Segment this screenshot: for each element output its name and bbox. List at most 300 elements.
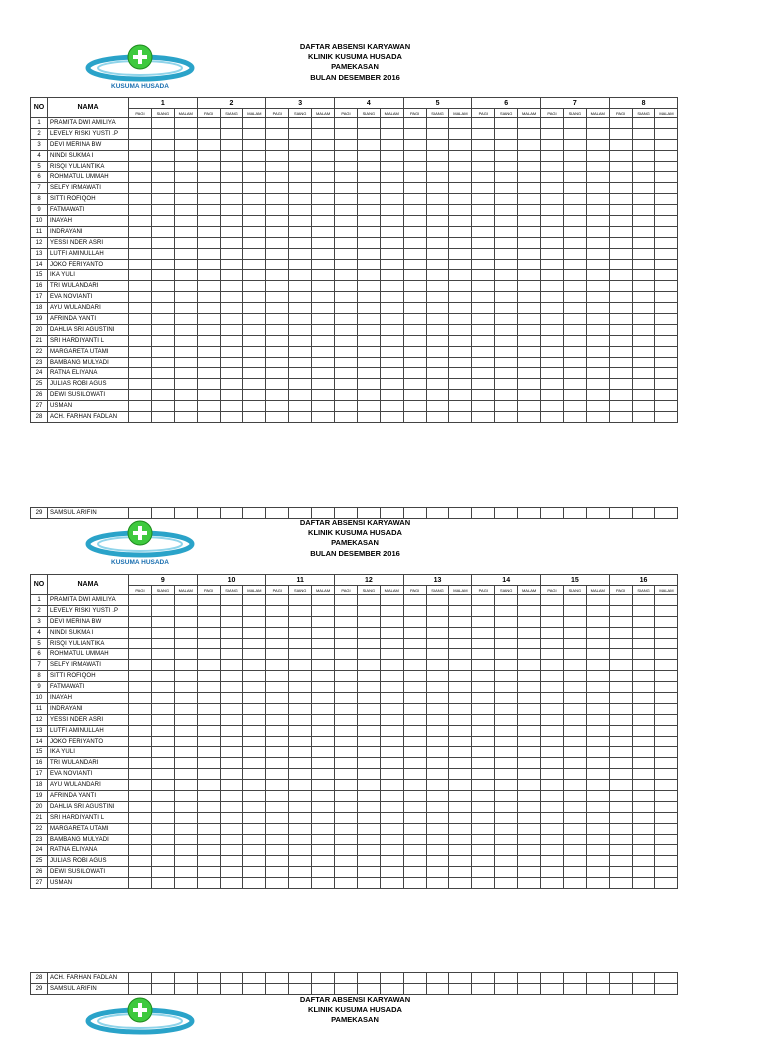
attendance-cell[interactable] <box>495 172 518 183</box>
attendance-cell[interactable] <box>655 605 678 616</box>
attendance-cell[interactable] <box>609 973 632 984</box>
attendance-cell[interactable] <box>197 401 220 412</box>
attendance-cell[interactable] <box>289 693 312 704</box>
attendance-cell[interactable] <box>151 346 174 357</box>
attendance-cell[interactable] <box>197 595 220 606</box>
attendance-cell[interactable] <box>563 248 586 259</box>
attendance-cell[interactable] <box>335 638 358 649</box>
attendance-cell[interactable] <box>312 150 335 161</box>
attendance-cell[interactable] <box>220 736 243 747</box>
attendance-cell[interactable] <box>518 346 541 357</box>
attendance-cell[interactable] <box>174 172 197 183</box>
attendance-cell[interactable] <box>541 595 564 606</box>
attendance-cell[interactable] <box>335 368 358 379</box>
attendance-cell[interactable] <box>472 682 495 693</box>
attendance-cell[interactable] <box>220 161 243 172</box>
attendance-cell[interactable] <box>449 812 472 823</box>
attendance-cell[interactable] <box>472 627 495 638</box>
attendance-cell[interactable] <box>197 725 220 736</box>
attendance-cell[interactable] <box>129 867 152 878</box>
attendance-cell[interactable] <box>403 248 426 259</box>
attendance-cell[interactable] <box>243 812 266 823</box>
attendance-cell[interactable] <box>335 693 358 704</box>
attendance-cell[interactable] <box>151 118 174 129</box>
attendance-cell[interactable] <box>563 346 586 357</box>
attendance-cell[interactable] <box>129 973 152 984</box>
attendance-cell[interactable] <box>312 259 335 270</box>
attendance-cell[interactable] <box>335 725 358 736</box>
attendance-cell[interactable] <box>197 660 220 671</box>
attendance-cell[interactable] <box>426 878 449 889</box>
attendance-cell[interactable] <box>289 845 312 856</box>
attendance-cell[interactable] <box>586 270 609 281</box>
attendance-cell[interactable] <box>563 324 586 335</box>
attendance-cell[interactable] <box>243 693 266 704</box>
attendance-cell[interactable] <box>266 248 289 259</box>
attendance-cell[interactable] <box>541 172 564 183</box>
attendance-cell[interactable] <box>151 791 174 802</box>
attendance-cell[interactable] <box>449 259 472 270</box>
attendance-cell[interactable] <box>541 194 564 205</box>
attendance-cell[interactable] <box>655 368 678 379</box>
attendance-cell[interactable] <box>403 237 426 248</box>
attendance-cell[interactable] <box>380 412 403 423</box>
attendance-cell[interactable] <box>243 324 266 335</box>
attendance-cell[interactable] <box>403 324 426 335</box>
attendance-cell[interactable] <box>609 791 632 802</box>
attendance-cell[interactable] <box>335 983 358 994</box>
attendance-cell[interactable] <box>197 237 220 248</box>
attendance-cell[interactable] <box>266 205 289 216</box>
attendance-cell[interactable] <box>632 638 655 649</box>
attendance-cell[interactable] <box>197 161 220 172</box>
attendance-cell[interactable] <box>403 390 426 401</box>
attendance-cell[interactable] <box>655 401 678 412</box>
attendance-cell[interactable] <box>449 128 472 139</box>
attendance-cell[interactable] <box>563 150 586 161</box>
attendance-cell[interactable] <box>174 270 197 281</box>
attendance-cell[interactable] <box>472 368 495 379</box>
attendance-cell[interactable] <box>472 595 495 606</box>
attendance-cell[interactable] <box>518 801 541 812</box>
attendance-cell[interactable] <box>151 812 174 823</box>
attendance-cell[interactable] <box>426 758 449 769</box>
attendance-cell[interactable] <box>449 856 472 867</box>
attendance-cell[interactable] <box>197 758 220 769</box>
attendance-cell[interactable] <box>609 390 632 401</box>
attendance-cell[interactable] <box>518 303 541 314</box>
attendance-cell[interactable] <box>541 314 564 325</box>
attendance-cell[interactable] <box>495 703 518 714</box>
attendance-cell[interactable] <box>472 303 495 314</box>
attendance-cell[interactable] <box>243 194 266 205</box>
attendance-cell[interactable] <box>243 292 266 303</box>
attendance-cell[interactable] <box>586 812 609 823</box>
attendance-cell[interactable] <box>426 627 449 638</box>
attendance-cell[interactable] <box>541 605 564 616</box>
attendance-cell[interactable] <box>312 693 335 704</box>
attendance-cell[interactable] <box>197 605 220 616</box>
attendance-cell[interactable] <box>266 412 289 423</box>
attendance-cell[interactable] <box>380 649 403 660</box>
attendance-cell[interactable] <box>495 226 518 237</box>
attendance-cell[interactable] <box>655 139 678 150</box>
attendance-cell[interactable] <box>129 226 152 237</box>
attendance-cell[interactable] <box>495 682 518 693</box>
attendance-cell[interactable] <box>495 508 518 519</box>
attendance-cell[interactable] <box>426 357 449 368</box>
attendance-cell[interactable] <box>403 983 426 994</box>
attendance-cell[interactable] <box>151 671 174 682</box>
attendance-cell[interactable] <box>174 595 197 606</box>
attendance-cell[interactable] <box>609 845 632 856</box>
attendance-cell[interactable] <box>197 714 220 725</box>
attendance-cell[interactable] <box>632 725 655 736</box>
attendance-cell[interactable] <box>312 357 335 368</box>
attendance-cell[interactable] <box>197 183 220 194</box>
attendance-cell[interactable] <box>655 226 678 237</box>
attendance-cell[interactable] <box>220 660 243 671</box>
attendance-cell[interactable] <box>655 823 678 834</box>
attendance-cell[interactable] <box>312 270 335 281</box>
attendance-cell[interactable] <box>586 878 609 889</box>
attendance-cell[interactable] <box>655 292 678 303</box>
attendance-cell[interactable] <box>518 183 541 194</box>
attendance-cell[interactable] <box>586 248 609 259</box>
attendance-cell[interactable] <box>655 357 678 368</box>
attendance-cell[interactable] <box>609 638 632 649</box>
attendance-cell[interactable] <box>449 693 472 704</box>
attendance-cell[interactable] <box>335 508 358 519</box>
attendance-cell[interactable] <box>151 638 174 649</box>
attendance-cell[interactable] <box>563 172 586 183</box>
attendance-cell[interactable] <box>426 823 449 834</box>
attendance-cell[interactable] <box>243 401 266 412</box>
attendance-cell[interactable] <box>357 118 380 129</box>
attendance-cell[interactable] <box>518 649 541 660</box>
attendance-cell[interactable] <box>563 983 586 994</box>
attendance-cell[interactable] <box>266 780 289 791</box>
attendance-cell[interactable] <box>174 248 197 259</box>
attendance-cell[interactable] <box>426 867 449 878</box>
attendance-cell[interactable] <box>518 758 541 769</box>
attendance-cell[interactable] <box>518 616 541 627</box>
attendance-cell[interactable] <box>380 401 403 412</box>
attendance-cell[interactable] <box>426 270 449 281</box>
attendance-cell[interactable] <box>174 205 197 216</box>
attendance-cell[interactable] <box>655 758 678 769</box>
attendance-cell[interactable] <box>312 747 335 758</box>
attendance-cell[interactable] <box>403 150 426 161</box>
attendance-cell[interactable] <box>129 595 152 606</box>
attendance-cell[interactable] <box>243 595 266 606</box>
attendance-cell[interactable] <box>243 714 266 725</box>
attendance-cell[interactable] <box>312 314 335 325</box>
attendance-cell[interactable] <box>220 812 243 823</box>
attendance-cell[interactable] <box>518 660 541 671</box>
attendance-cell[interactable] <box>586 693 609 704</box>
attendance-cell[interactable] <box>609 605 632 616</box>
attendance-cell[interactable] <box>197 248 220 259</box>
attendance-cell[interactable] <box>403 216 426 227</box>
attendance-cell[interactable] <box>632 758 655 769</box>
attendance-cell[interactable] <box>563 736 586 747</box>
attendance-cell[interactable] <box>472 237 495 248</box>
attendance-cell[interactable] <box>335 758 358 769</box>
attendance-cell[interactable] <box>289 379 312 390</box>
attendance-cell[interactable] <box>289 335 312 346</box>
attendance-cell[interactable] <box>380 390 403 401</box>
attendance-cell[interactable] <box>472 736 495 747</box>
attendance-cell[interactable] <box>495 314 518 325</box>
attendance-cell[interactable] <box>357 780 380 791</box>
attendance-cell[interactable] <box>129 508 152 519</box>
attendance-cell[interactable] <box>380 324 403 335</box>
attendance-cell[interactable] <box>586 335 609 346</box>
attendance-cell[interactable] <box>403 401 426 412</box>
attendance-cell[interactable] <box>197 769 220 780</box>
attendance-cell[interactable] <box>312 671 335 682</box>
attendance-cell[interactable] <box>586 357 609 368</box>
attendance-cell[interactable] <box>243 128 266 139</box>
attendance-cell[interactable] <box>655 747 678 758</box>
attendance-cell[interactable] <box>426 324 449 335</box>
attendance-cell[interactable] <box>472 671 495 682</box>
attendance-cell[interactable] <box>335 973 358 984</box>
attendance-cell[interactable] <box>220 237 243 248</box>
attendance-cell[interactable] <box>609 758 632 769</box>
attendance-cell[interactable] <box>151 237 174 248</box>
attendance-cell[interactable] <box>289 736 312 747</box>
attendance-cell[interactable] <box>129 983 152 994</box>
attendance-cell[interactable] <box>449 281 472 292</box>
attendance-cell[interactable] <box>220 703 243 714</box>
attendance-cell[interactable] <box>632 714 655 725</box>
attendance-cell[interactable] <box>495 823 518 834</box>
attendance-cell[interactable] <box>151 878 174 889</box>
attendance-cell[interactable] <box>563 161 586 172</box>
attendance-cell[interactable] <box>312 682 335 693</box>
attendance-cell[interactable] <box>563 118 586 129</box>
attendance-cell[interactable] <box>563 281 586 292</box>
attendance-cell[interactable] <box>380 346 403 357</box>
attendance-cell[interactable] <box>335 216 358 227</box>
attendance-cell[interactable] <box>495 205 518 216</box>
attendance-cell[interactable] <box>174 281 197 292</box>
attendance-cell[interactable] <box>380 161 403 172</box>
attendance-cell[interactable] <box>449 660 472 671</box>
attendance-cell[interactable] <box>151 335 174 346</box>
attendance-cell[interactable] <box>151 983 174 994</box>
attendance-cell[interactable] <box>357 401 380 412</box>
attendance-cell[interactable] <box>335 823 358 834</box>
attendance-cell[interactable] <box>220 379 243 390</box>
attendance-cell[interactable] <box>586 303 609 314</box>
attendance-cell[interactable] <box>129 412 152 423</box>
attendance-cell[interactable] <box>449 605 472 616</box>
attendance-cell[interactable] <box>380 703 403 714</box>
attendance-cell[interactable] <box>266 194 289 205</box>
attendance-cell[interactable] <box>335 867 358 878</box>
attendance-cell[interactable] <box>563 205 586 216</box>
attendance-cell[interactable] <box>563 508 586 519</box>
attendance-cell[interactable] <box>335 335 358 346</box>
attendance-cell[interactable] <box>655 270 678 281</box>
attendance-cell[interactable] <box>312 714 335 725</box>
attendance-cell[interactable] <box>632 270 655 281</box>
attendance-cell[interactable] <box>426 834 449 845</box>
attendance-cell[interactable] <box>380 867 403 878</box>
attendance-cell[interactable] <box>541 867 564 878</box>
attendance-cell[interactable] <box>426 259 449 270</box>
attendance-cell[interactable] <box>197 226 220 237</box>
attendance-cell[interactable] <box>289 834 312 845</box>
attendance-cell[interactable] <box>586 703 609 714</box>
attendance-cell[interactable] <box>426 226 449 237</box>
attendance-cell[interactable] <box>289 139 312 150</box>
attendance-cell[interactable] <box>220 139 243 150</box>
attendance-cell[interactable] <box>243 226 266 237</box>
attendance-cell[interactable] <box>220 791 243 802</box>
attendance-cell[interactable] <box>380 878 403 889</box>
attendance-cell[interactable] <box>426 595 449 606</box>
attendance-cell[interactable] <box>129 150 152 161</box>
attendance-cell[interactable] <box>586 508 609 519</box>
attendance-cell[interactable] <box>151 867 174 878</box>
attendance-cell[interactable] <box>655 248 678 259</box>
attendance-cell[interactable] <box>151 248 174 259</box>
attendance-cell[interactable] <box>335 194 358 205</box>
attendance-cell[interactable] <box>541 845 564 856</box>
attendance-cell[interactable] <box>449 118 472 129</box>
attendance-cell[interactable] <box>563 368 586 379</box>
attendance-cell[interactable] <box>380 736 403 747</box>
attendance-cell[interactable] <box>289 812 312 823</box>
attendance-cell[interactable] <box>129 812 152 823</box>
attendance-cell[interactable] <box>632 118 655 129</box>
attendance-cell[interactable] <box>266 878 289 889</box>
attendance-cell[interactable] <box>243 878 266 889</box>
attendance-cell[interactable] <box>129 161 152 172</box>
attendance-cell[interactable] <box>289 324 312 335</box>
attendance-cell[interactable] <box>266 303 289 314</box>
attendance-cell[interactable] <box>472 878 495 889</box>
attendance-cell[interactable] <box>609 660 632 671</box>
attendance-cell[interactable] <box>563 627 586 638</box>
attendance-cell[interactable] <box>129 368 152 379</box>
attendance-cell[interactable] <box>563 139 586 150</box>
attendance-cell[interactable] <box>563 867 586 878</box>
attendance-cell[interactable] <box>289 118 312 129</box>
attendance-cell[interactable] <box>289 281 312 292</box>
attendance-cell[interactable] <box>174 139 197 150</box>
attendance-cell[interactable] <box>357 150 380 161</box>
attendance-cell[interactable] <box>472 834 495 845</box>
attendance-cell[interactable] <box>380 303 403 314</box>
attendance-cell[interactable] <box>357 161 380 172</box>
attendance-cell[interactable] <box>289 823 312 834</box>
attendance-cell[interactable] <box>426 379 449 390</box>
attendance-cell[interactable] <box>243 627 266 638</box>
attendance-cell[interactable] <box>266 638 289 649</box>
attendance-cell[interactable] <box>335 259 358 270</box>
attendance-cell[interactable] <box>243 671 266 682</box>
attendance-cell[interactable] <box>197 703 220 714</box>
attendance-cell[interactable] <box>403 791 426 802</box>
attendance-cell[interactable] <box>586 627 609 638</box>
attendance-cell[interactable] <box>495 216 518 227</box>
attendance-cell[interactable] <box>563 226 586 237</box>
attendance-cell[interactable] <box>472 845 495 856</box>
attendance-cell[interactable] <box>449 616 472 627</box>
attendance-cell[interactable] <box>312 390 335 401</box>
attendance-cell[interactable] <box>472 357 495 368</box>
attendance-cell[interactable] <box>655 595 678 606</box>
attendance-cell[interactable] <box>609 172 632 183</box>
attendance-cell[interactable] <box>266 605 289 616</box>
attendance-cell[interactable] <box>266 379 289 390</box>
attendance-cell[interactable] <box>197 216 220 227</box>
attendance-cell[interactable] <box>586 183 609 194</box>
attendance-cell[interactable] <box>449 973 472 984</box>
attendance-cell[interactable] <box>449 649 472 660</box>
attendance-cell[interactable] <box>151 205 174 216</box>
attendance-cell[interactable] <box>541 769 564 780</box>
attendance-cell[interactable] <box>563 714 586 725</box>
attendance-cell[interactable] <box>632 595 655 606</box>
attendance-cell[interactable] <box>380 292 403 303</box>
attendance-cell[interactable] <box>220 150 243 161</box>
attendance-cell[interactable] <box>426 649 449 660</box>
attendance-cell[interactable] <box>174 823 197 834</box>
attendance-cell[interactable] <box>266 281 289 292</box>
attendance-cell[interactable] <box>609 801 632 812</box>
attendance-cell[interactable] <box>586 823 609 834</box>
attendance-cell[interactable] <box>541 401 564 412</box>
attendance-cell[interactable] <box>609 379 632 390</box>
attendance-cell[interactable] <box>632 205 655 216</box>
attendance-cell[interactable] <box>174 412 197 423</box>
attendance-cell[interactable] <box>289 226 312 237</box>
attendance-cell[interactable] <box>403 118 426 129</box>
attendance-cell[interactable] <box>426 346 449 357</box>
attendance-cell[interactable] <box>426 791 449 802</box>
attendance-cell[interactable] <box>655 878 678 889</box>
attendance-cell[interactable] <box>243 248 266 259</box>
attendance-cell[interactable] <box>129 758 152 769</box>
attendance-cell[interactable] <box>632 605 655 616</box>
attendance-cell[interactable] <box>129 638 152 649</box>
attendance-cell[interactable] <box>403 725 426 736</box>
attendance-cell[interactable] <box>380 714 403 725</box>
attendance-cell[interactable] <box>563 747 586 758</box>
attendance-cell[interactable] <box>335 118 358 129</box>
attendance-cell[interactable] <box>472 801 495 812</box>
attendance-cell[interactable] <box>243 845 266 856</box>
attendance-cell[interactable] <box>151 226 174 237</box>
attendance-cell[interactable] <box>266 725 289 736</box>
attendance-cell[interactable] <box>586 194 609 205</box>
attendance-cell[interactable] <box>266 270 289 281</box>
attendance-cell[interactable] <box>449 226 472 237</box>
attendance-cell[interactable] <box>174 856 197 867</box>
attendance-cell[interactable] <box>586 216 609 227</box>
attendance-cell[interactable] <box>289 368 312 379</box>
attendance-cell[interactable] <box>632 237 655 248</box>
attendance-cell[interactable] <box>266 226 289 237</box>
attendance-cell[interactable] <box>563 314 586 325</box>
attendance-cell[interactable] <box>197 324 220 335</box>
